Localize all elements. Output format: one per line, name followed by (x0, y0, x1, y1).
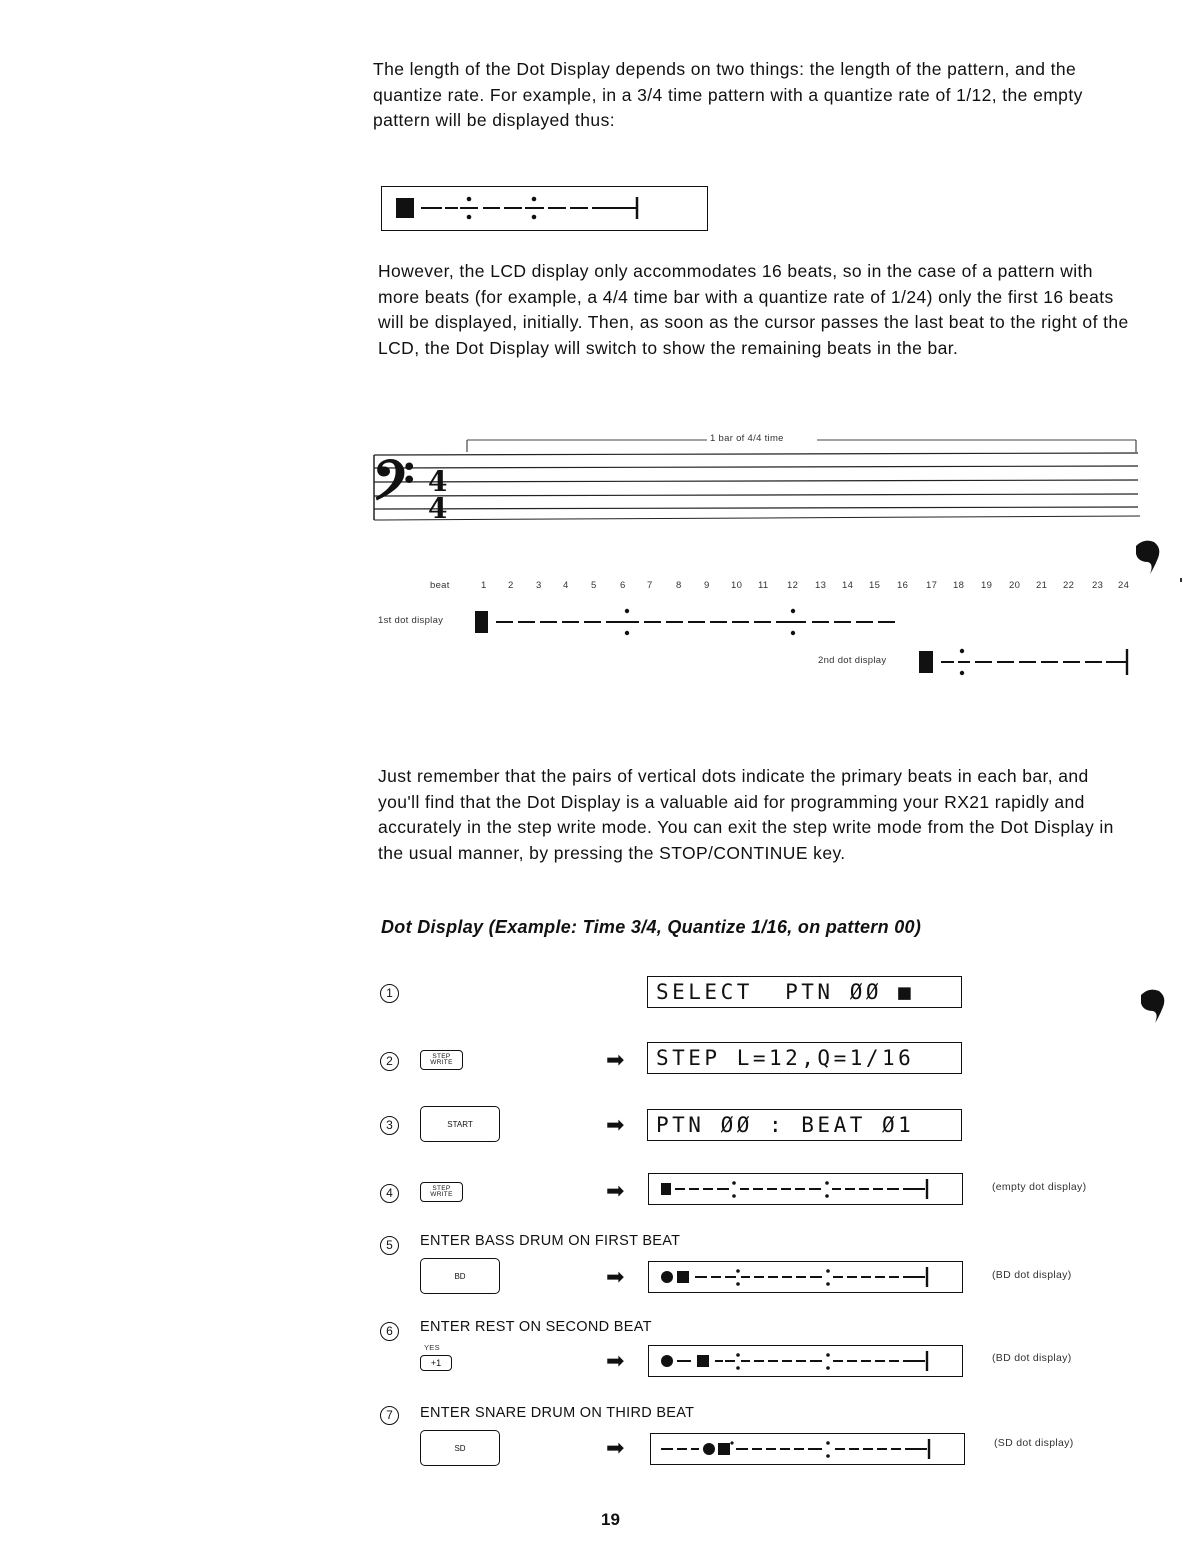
beat-number: 16 (897, 580, 909, 591)
step-number-2: 2 (380, 1052, 399, 1071)
step-write-key[interactable]: STEP WRITE (420, 1050, 463, 1070)
beat-number: 20 (1009, 580, 1021, 591)
yes-label: YES (424, 1343, 440, 1352)
beat-number: 3 (536, 580, 542, 591)
sd-key[interactable]: SD (420, 1430, 500, 1466)
beat-number: 12 (787, 580, 799, 591)
arrow-right-icon: ➡ (606, 1178, 625, 1203)
arrow-right-icon: ➡ (606, 1348, 625, 1373)
beat-number: 11 (758, 580, 769, 591)
example-heading: Dot Display (Example: Time 3/4, Quantize 1/16, on pattern 00) (381, 917, 922, 937)
second-display-label: 2nd dot display (818, 655, 887, 666)
beat-number: 7 (647, 580, 653, 591)
page-number: 19 (601, 1510, 620, 1529)
bd-key[interactable]: BD (420, 1258, 500, 1294)
start-key[interactable]: START (420, 1106, 500, 1142)
beat-number: 8 (676, 580, 682, 591)
summary-paragraph: Just remember that the pairs of vertical dots indicate the primary beats in each bar, and you'll find that the Dot Display is a valuable aid for programming your RX21 rapidly and accurately in the step write mode. You can exit the step write mode from the Dot Display in the usual manner, by pressing the STOP/CONTINUE key. (378, 766, 1114, 863)
time-signature-top: 4 (428, 465, 448, 498)
beat-number: 1 (481, 580, 487, 591)
beat-number: 23 (1092, 580, 1104, 591)
caption-rest-dot-display: (BD dot display) (992, 1352, 1072, 1364)
beat-number: 2 (508, 580, 514, 591)
bar-label: 1 bar of 4/4 time (710, 433, 784, 444)
beat-label: beat (430, 580, 450, 591)
beat-number: 15 (869, 580, 881, 591)
beat-number: 17 (926, 580, 938, 591)
intro-paragraph: The length of the Dot Display depends on two things: the length of the pattern, and the quantize rate. For example, in a 3/4 time pattern with a quantize rate of 1/12, the empty pattern will be displayed thus: (373, 59, 1083, 130)
beat-number: 24 (1118, 580, 1130, 591)
step-title-5: ENTER BASS DRUM ON FIRST BEAT (420, 1233, 681, 1249)
step-number-6: 6 (380, 1322, 399, 1341)
step-number-5: 5 (380, 1236, 399, 1255)
beat-number: 6 (620, 580, 626, 591)
bass-clef-icon: 𝄢 (372, 448, 415, 526)
beat-number: 10 (731, 580, 743, 591)
step-title-6: ENTER REST ON SECOND BEAT (420, 1319, 652, 1335)
step-number-7: 7 (380, 1406, 399, 1425)
lcd-step-settings-text: STEP L=12,Q=1/16 (656, 1046, 915, 1070)
arrow-right-icon: ➡ (606, 1112, 625, 1137)
arrow-right-icon: ➡ (606, 1264, 625, 1289)
arrow-right-icon: ➡ (606, 1435, 625, 1460)
beat-number: 4 (563, 580, 569, 591)
time-signature-bottom: 4 (428, 492, 448, 525)
step-number-4: 4 (380, 1184, 399, 1203)
caption-bd-dot-display: (BD dot display) (992, 1269, 1072, 1281)
caption-sd-dot-display: (SD dot display) (994, 1437, 1074, 1449)
beat-number: 9 (704, 580, 710, 591)
step-number-3: 3 (380, 1116, 399, 1135)
beat-number: 22 (1063, 580, 1075, 591)
plus-one-key[interactable]: +1 (420, 1355, 452, 1371)
beat-number: 13 (815, 580, 827, 591)
step-write-key[interactable]: STEP WRITE (420, 1182, 463, 1202)
lcd-select-ptn-text: SELECT PTN ØØ ■ (656, 980, 915, 1004)
step-title-7: ENTER SNARE DRUM ON THIRD BEAT (420, 1405, 695, 1421)
lcd-limit-paragraph: However, the LCD display only accommodates 16 beats, so in the case of a pattern with more beats (for example, a 4/4 time bar with a quantize rate of 1/24) only the first 16 beats will be displayed, initially. Then, as soon as the cursor passes the last beat to the right of the LCD, the Dot Display will switch to show the remaining beats in the bar. (378, 261, 1129, 358)
arrow-right-icon: ➡ (606, 1047, 625, 1072)
lcd-ptn-beat-text: PTN ØØ : BEAT Ø1 (656, 1113, 915, 1137)
beat-number: 19 (981, 580, 993, 591)
caption-empty-dot-display: (empty dot display) (992, 1181, 1087, 1193)
first-display-label: 1st dot display (378, 615, 444, 626)
beat-number: 14 (842, 580, 854, 591)
beat-number: 5 (591, 580, 597, 591)
beat-number: 18 (953, 580, 965, 591)
step-number-1: 1 (380, 984, 399, 1003)
beat-number: 21 (1036, 580, 1048, 591)
